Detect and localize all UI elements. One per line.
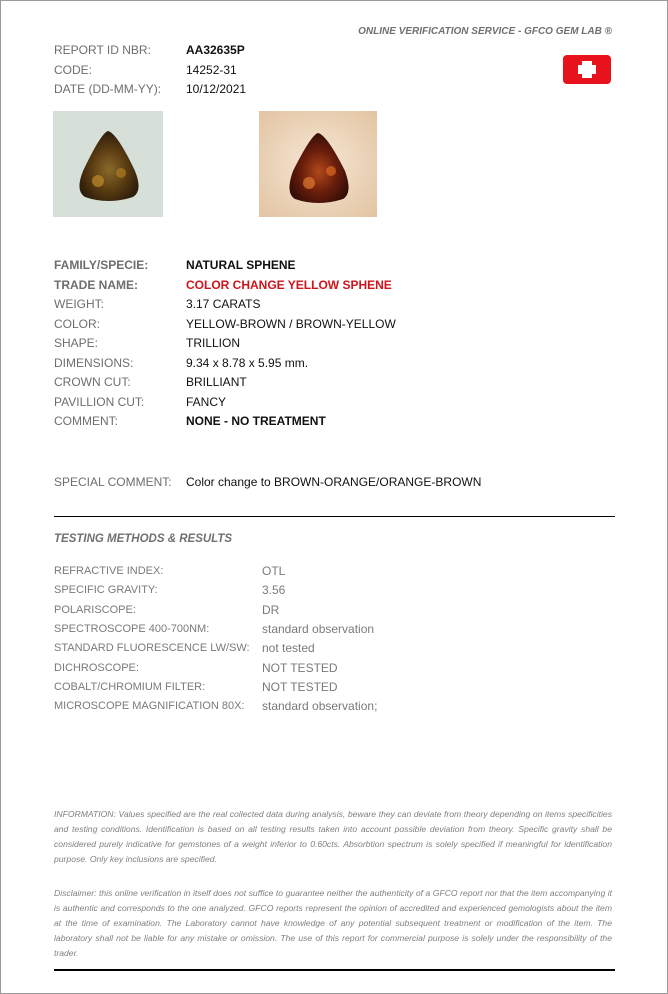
test-label: SPECTROSCOPE 400-700NM: <box>54 622 210 635</box>
detail-value: FANCY <box>186 394 227 409</box>
detail-label: SHAPE: <box>54 336 99 350</box>
code-value: 14252-31 <box>186 63 237 77</box>
special-comment-value: Color change to BROWN-ORANGE/ORANGE-BROWN <box>186 475 482 489</box>
detail-label: WEIGHT: <box>54 297 104 311</box>
service-title: ONLINE VERIFICATION SERVICE - GFCO GEM LAB ® <box>358 26 612 37</box>
test-value: standard observation <box>262 621 375 636</box>
report-id-label: REPORT ID NBR: <box>54 43 151 57</box>
test-value: not tested <box>262 641 315 656</box>
test-label: MICROSCOPE MAGNIFICATION 80X: <box>54 700 245 713</box>
detail-label: CROWN CUT: <box>54 375 131 389</box>
test-value: OTL <box>262 564 286 578</box>
divider <box>54 516 615 517</box>
test-label: COBALT/CHROMIUM FILTER: <box>54 680 206 693</box>
detail-label: FAMILY/SPECIE: <box>54 258 149 272</box>
detail-value: YELLOW-BROWN / BROWN-YELLOW <box>186 316 396 331</box>
date-value: 10/12/2021 <box>186 82 247 96</box>
testing-title: TESTING METHODS & RESULTS <box>54 533 233 545</box>
test-label: POLARISCOPE: <box>54 603 136 616</box>
bottom-divider <box>54 969 615 971</box>
test-value: standard observation; <box>262 699 378 714</box>
gem-photo-incandescent <box>259 111 377 217</box>
detail-value: TRILLION <box>186 336 241 350</box>
detail-value: NATURAL SPHENE <box>186 258 296 272</box>
test-value: NOT TESTED <box>262 660 338 675</box>
detail-value: 3.17 CARATS <box>186 297 261 311</box>
report-id-value: AA32635P <box>186 43 245 57</box>
date-label: DATE (DD-MM-YY): <box>54 82 162 96</box>
detail-value: 9.34 x 8.78 x 5.95 mm. <box>186 355 309 370</box>
code-label: CODE: <box>54 63 93 77</box>
special-comment-label: SPECIAL COMMENT: <box>54 475 172 489</box>
swiss-flag-icon <box>563 55 611 84</box>
test-label: SPECIFIC GRAVITY: <box>54 584 158 597</box>
detail-label: COLOR: <box>54 316 101 331</box>
detail-value: COLOR CHANGE YELLOW SPHENE <box>186 277 392 292</box>
detail-value: NONE - NO TREATMENT <box>186 414 326 428</box>
test-value: DR <box>262 602 280 617</box>
detail-label: TRADE NAME: <box>54 277 138 292</box>
disclaimer-note: Disclaimer: this online verification in itself does not suffice to guarantee neither the authenticity of a GFCO report nor that the item accompanying it is authentic and corresponds to the one analyzed. GFCO reports represent the opinion of accredited and experienced gemologists about the item at the time of examination. The Laboratory cannot have knowledge of any potential subsequent treatment or modification of the item. The laboratory shall not be liable for any mistake or omission. The use of this report for commercial purpose is solely under the responsibility of the trader. <box>54 888 612 958</box>
information-note: INFORMATION: Values specified are the real collected data during analysis, beware they can deviate from theory depending on items specificities and testing conditions. Identification is based on all testing results taken into account possible deviation from theory. Specific gravity shall be considered purely indicative for gemstones of a weight inferior to 0.60cts. Absorbtion spectrum is solely specified if meaningful for identification purpose. Only key inclusions are specified. <box>54 809 612 864</box>
test-value: NOT TESTED <box>262 679 338 694</box>
detail-value: BRILLIANT <box>186 375 247 389</box>
test-label: REFRACTIVE INDEX: <box>54 565 164 577</box>
detail-label: PAVILLION CUT: <box>54 394 145 409</box>
gem-photo-daylight <box>53 111 163 217</box>
detail-label: COMMENT: <box>54 414 118 428</box>
detail-label: DIMENSIONS: <box>54 355 134 370</box>
test-label: STANDARD FLUORESCENCE LW/SW: <box>54 642 250 655</box>
test-value: 3.56 <box>262 583 286 598</box>
test-label: DICHROSCOPE: <box>54 661 139 674</box>
